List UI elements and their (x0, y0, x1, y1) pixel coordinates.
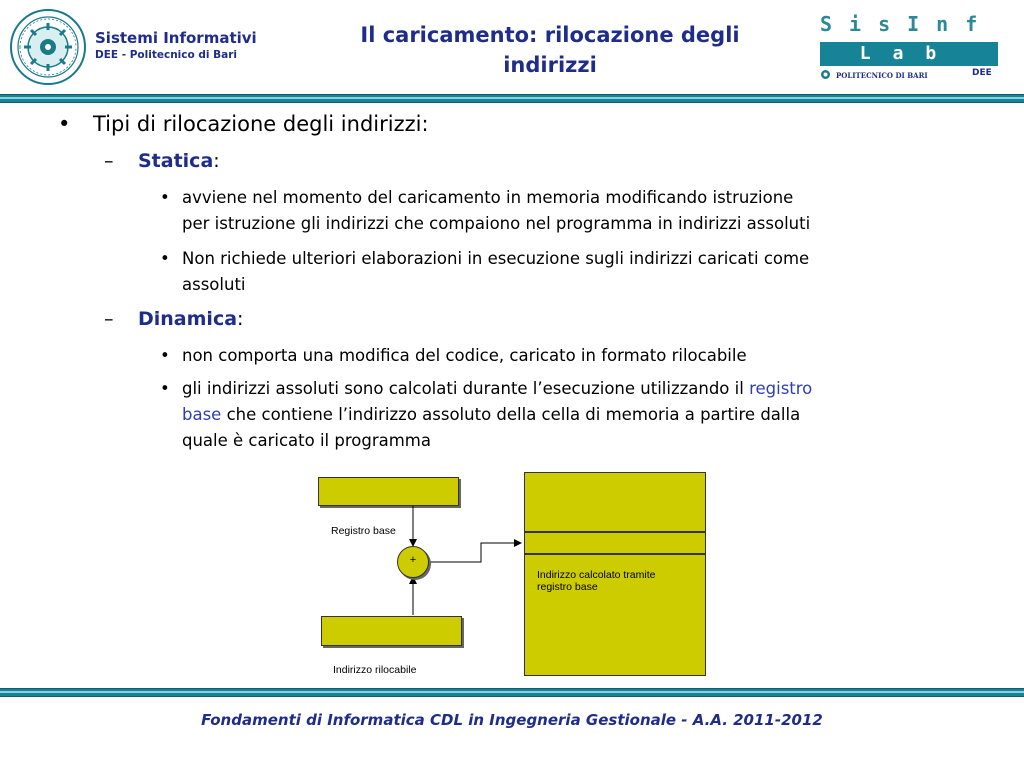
sisinf-logo-text (820, 12, 998, 40)
indirizzo-rilocabile-box (321, 616, 462, 646)
statica-item-1-line1: avviene nel momento del caricamento in memoria modificando istruzione (182, 188, 794, 207)
dinamica-item-2-line1 (182, 376, 812, 402)
bullet-dot-icon: • (160, 346, 170, 365)
header-divider (0, 94, 1024, 103)
plus-icon: + (409, 554, 417, 566)
sisinf-logo-dee: DEE (972, 68, 992, 78)
dash-icon: – (104, 150, 114, 172)
registro-base-highlight: registro (749, 379, 813, 398)
dinamica-colon: : (237, 308, 244, 330)
statica-heading (138, 150, 220, 172)
dinamica-item-2-text: che contiene l’indirizzo assoluto della cella di memoria a partire dalla (221, 405, 801, 424)
sisinf-logo-lab: Lab (859, 43, 959, 64)
gear-icon (820, 69, 831, 80)
brand-subtitle: DEE - Politecnico di Bari (95, 49, 238, 61)
registro-base-highlight: base (182, 405, 222, 424)
footer-text: Fondamenti di Informatica CDL in Ingegneria Gestionale - A.A. 2011-2012 (201, 711, 823, 729)
statica-item-1-line2: per istruzione gli indirizzi che compaiono nel programma in indirizzi assoluti (182, 214, 811, 233)
dinamica-item-2-text: gli indirizzi assoluti sono calcolati durante l’esecuzione utilizzando il (182, 379, 750, 398)
dinamica-heading (138, 308, 243, 330)
indirizzo-rilocabile-label: Indirizzo rilocabile (333, 664, 417, 676)
bullet-dot-icon: • (160, 249, 170, 268)
memory-divider-top (524, 531, 706, 533)
footer-divider (0, 688, 1024, 697)
memory-label-line1: Indirizzo calcolato tramite (537, 569, 656, 581)
statica-item-2-line1: Non richiede ulteriori elaborazioni in esecuzione sugli indirizzi caricati come (182, 249, 810, 268)
bullet-dot-icon: • (160, 188, 170, 207)
dash-icon: – (104, 308, 114, 330)
bullet-dot-icon: • (58, 112, 71, 136)
dinamica-item-2 (182, 376, 812, 454)
statica-item-2-line2: assoluti (182, 275, 246, 294)
sisinf-logo-politecnico: POLITECNICO DI BARI (836, 71, 928, 80)
politecnico-seal-logo (8, 8, 88, 86)
slide-title (300, 20, 800, 80)
statica-item-1 (182, 185, 810, 237)
memory-divider-bottom (524, 553, 706, 555)
memory-label-line2: registro base (537, 581, 598, 593)
slide-title-line2: indirizzi (503, 53, 597, 77)
dinamica-item-1: non comporta una modifica del codice, caricato in formato rilocabile (182, 346, 747, 365)
statica-label: Statica (138, 150, 214, 172)
memory-label (537, 569, 655, 593)
sisinf-logo-top: SisInf (820, 12, 995, 36)
dinamica-item-2-line3: quale è caricato il programma (182, 431, 431, 450)
main-heading: Tipi di rilocazione degli indirizzi: (93, 112, 429, 136)
statica-colon: : (213, 150, 220, 172)
statica-item-2 (182, 246, 809, 298)
bullet-dot-icon: • (160, 379, 170, 398)
dinamica-label: Dinamica (138, 308, 238, 330)
brand-name: Sistemi Informativi (95, 29, 257, 47)
dinamica-item-2-line2 (182, 402, 812, 428)
registro-base-label: Registro base (331, 525, 396, 537)
slide-title-line1: Il caricamento: rilocazione degli (360, 23, 740, 47)
